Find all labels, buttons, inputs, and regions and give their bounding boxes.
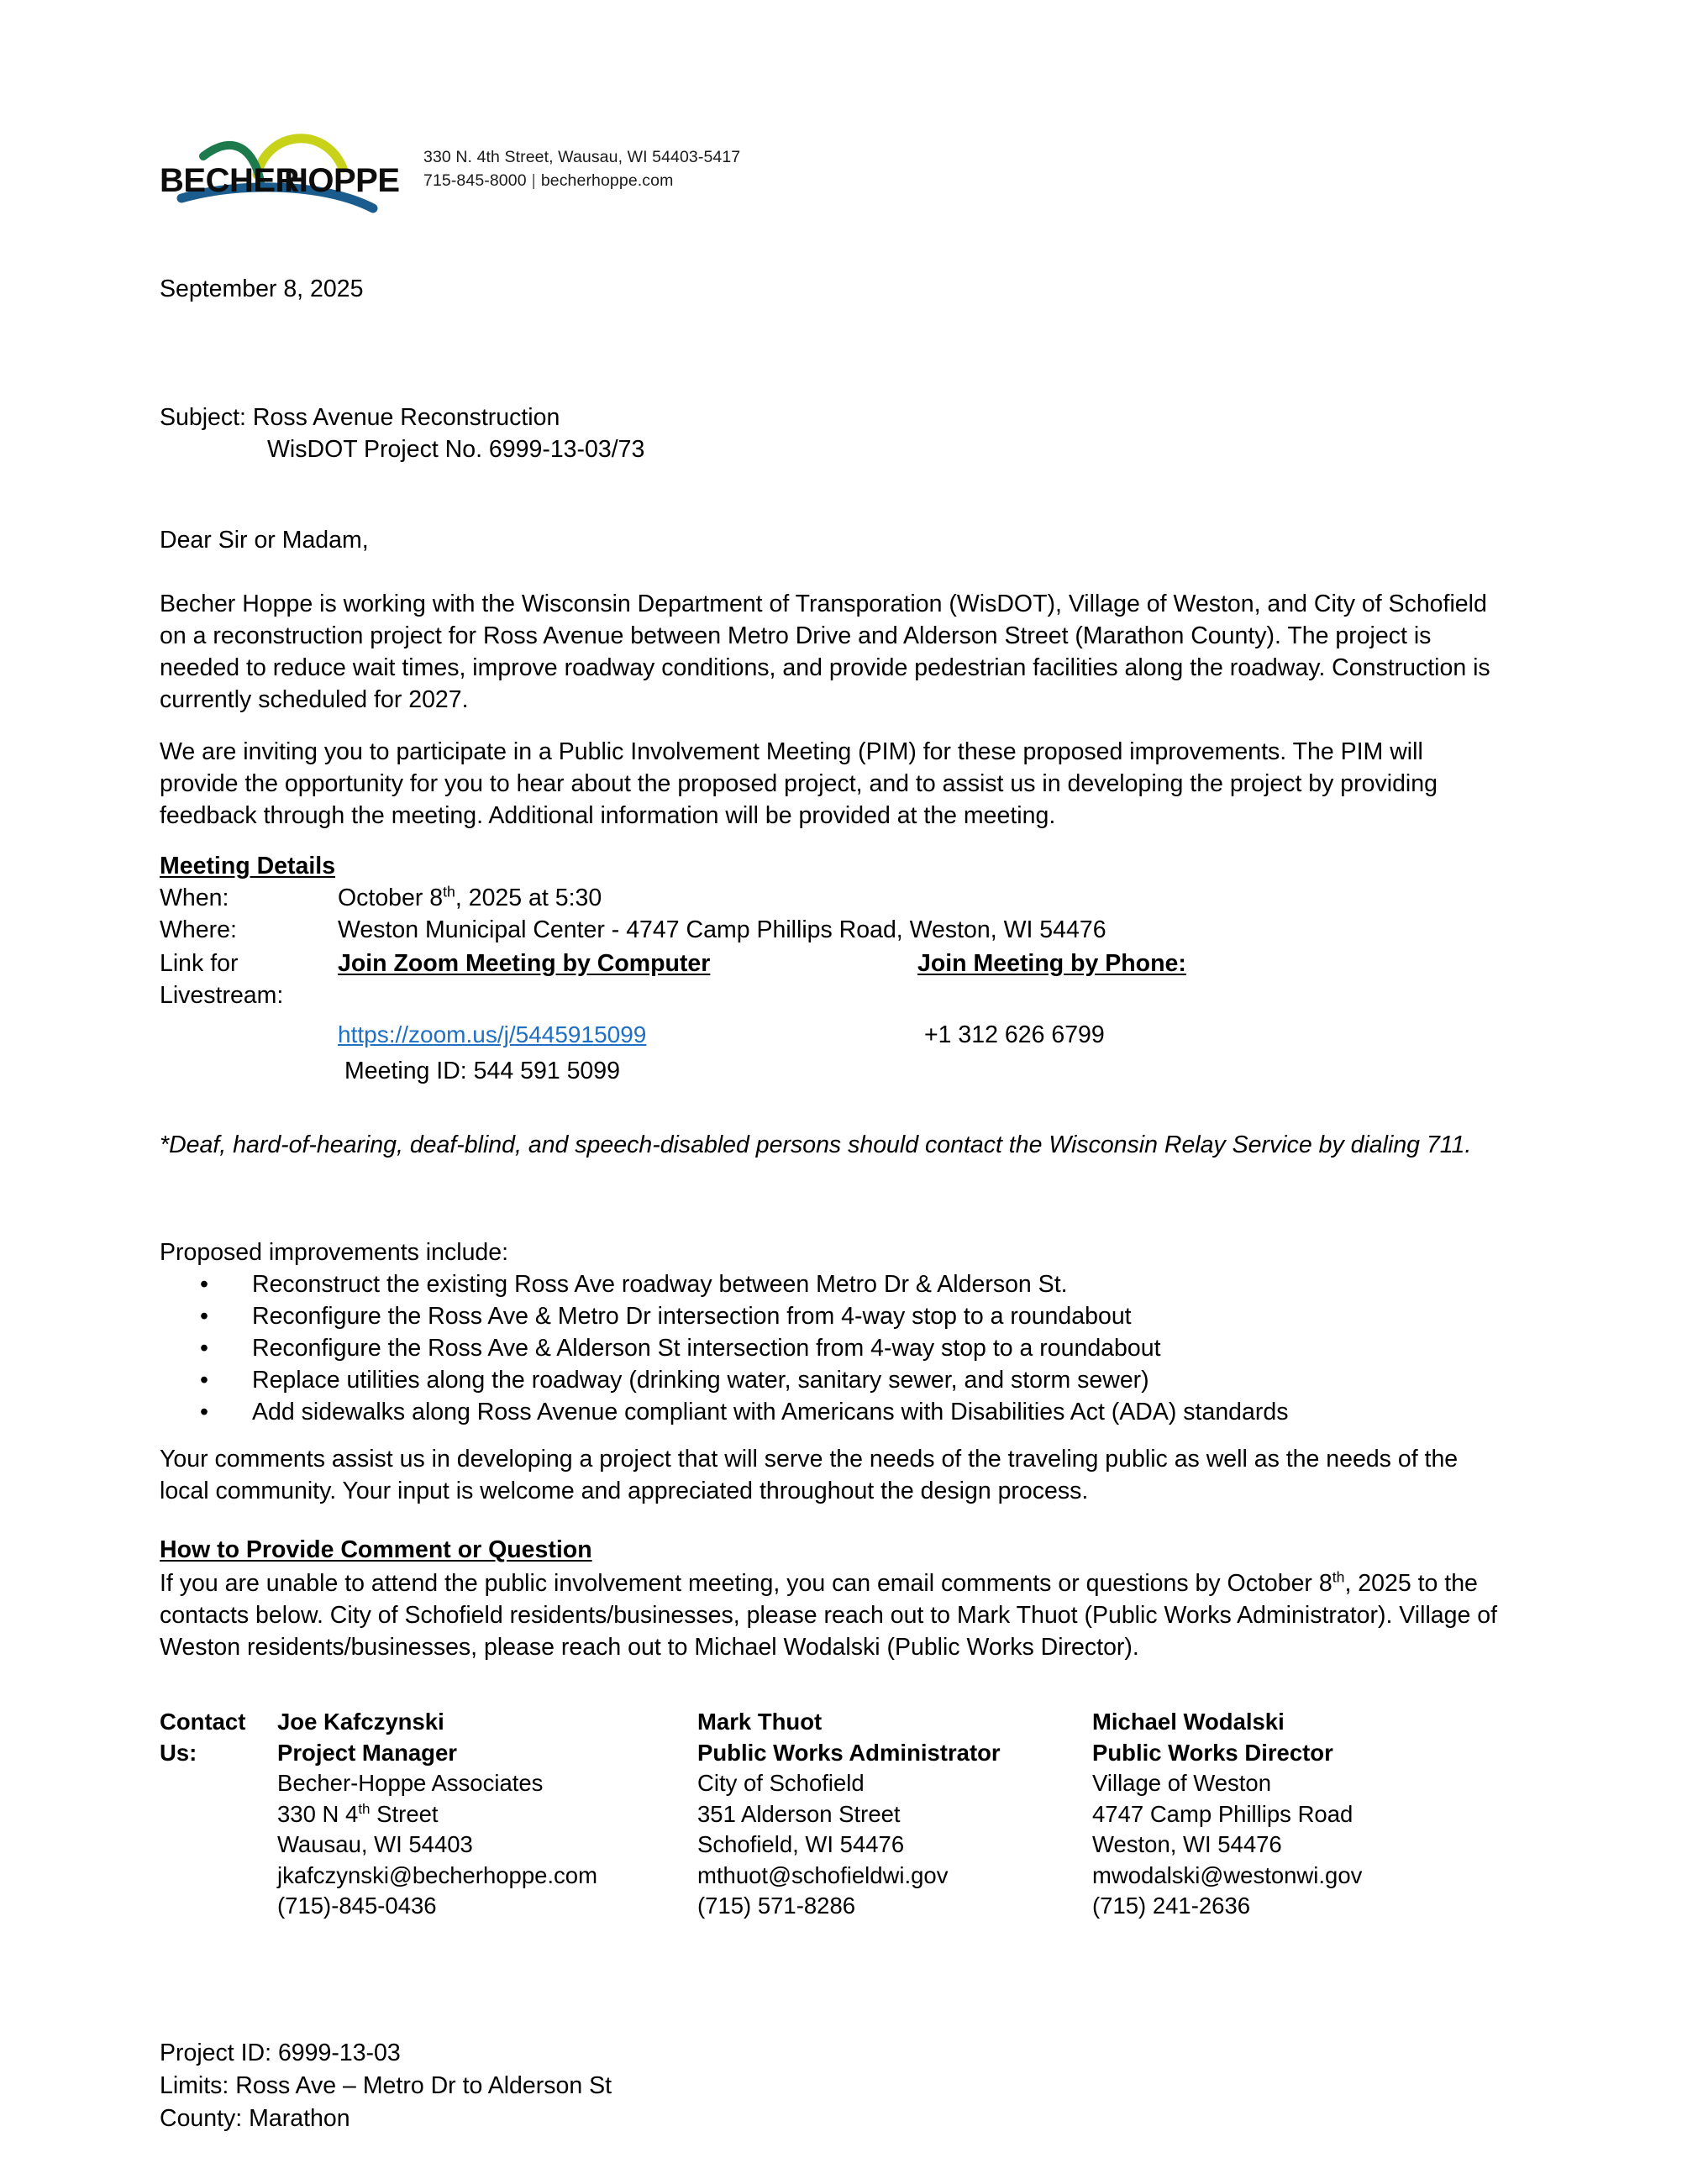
project-id-line: Project ID: 6999-13-03	[160, 2040, 401, 2066]
contact-org: Village of Weston	[1092, 1770, 1272, 1796]
contact-city: Wausau, WI 54403	[277, 1831, 473, 1857]
letterhead	[156, 124, 740, 215]
subject-block	[160, 402, 1504, 465]
paragraph-invitation: We are inviting you to participate in a Public Involvement Meeting (PIM) for these proposed improvements. The PIM will provide the opportunity for you to hear about the proposed project, and to assist us in developing the project by providing feedback through the meeting. Additional information will be provided at the meeting.	[160, 738, 1438, 829]
meeting-link-label: Link for Livestream:	[160, 950, 284, 1009]
meeting-id-value: Meeting ID: 544 591 5099	[344, 1058, 620, 1084]
subject-line-2: WisDOT Project No. 6999-13-03/73	[267, 436, 645, 463]
contact-org: Becher-Hoppe Associates	[277, 1770, 544, 1796]
bullet-icon: •	[200, 1271, 208, 1298]
contact-card-project-manager	[277, 1707, 697, 1922]
subject-line-1: Subject: Ross Avenue Reconstruction	[160, 404, 560, 431]
letterhead-contact-line	[423, 170, 740, 193]
zoom-url-cell	[338, 1019, 917, 1051]
meeting-when-ordinal: th	[443, 883, 455, 900]
paragraph-comments: Your comments assist us in developing a project that will serve the needs of the traveling public as well as the needs of the local community. Your input is welcome and appreciated throughout the design process.	[160, 1446, 1459, 1504]
list-item-label: Reconfigure the Ross Ave & Metro Dr intersection from 4-way stop to a roundabout	[252, 1303, 1132, 1330]
meeting-details-heading: Meeting Details	[160, 853, 336, 879]
contact-title: Public Works Administrator	[697, 1739, 1001, 1766]
phone-number-cell: +1 312 626 6799	[924, 1021, 1105, 1048]
contact-title: Public Works Director	[1092, 1739, 1333, 1766]
letterhead-address-line: 330 N. 4th Street, Wausau, WI 54403-5417	[423, 148, 741, 166]
contact-phone: (715) 571-8286	[697, 1893, 856, 1919]
list-item-label: Reconfigure the Ross Ave & Alderson St intersection from 4-way stop to a roundabout	[252, 1335, 1161, 1362]
contact-city: Weston, WI 54476	[1092, 1831, 1282, 1857]
meeting-where-label: Where:	[160, 916, 237, 943]
contact-street-number: 330 N 4	[277, 1800, 359, 1827]
howto-text-part2: , 2025 to the contacts below. City of Schofield residents/businesses, please reach out to Mark Thuot (Public Works Administrator). Village of Weston residents/businesses, please reach out to Michael Wodalski (Public Works Director).	[160, 1570, 1498, 1661]
join-zoom-heading: Join Zoom Meeting by Computer	[338, 950, 711, 977]
improvements-list	[160, 1268, 1521, 1428]
list-item	[160, 1396, 1521, 1428]
meeting-when-label: When:	[160, 885, 229, 911]
bullet-icon: •	[200, 1367, 208, 1394]
contact-name: Mark Thuot	[697, 1709, 823, 1735]
contact-us-label-line2: Us:	[160, 1739, 197, 1766]
paragraph-intro: Becher Hoppe is working with the Wisconsin Department of Transporation (WisDOT), Village of Weston, and City of Schofield on a reconstruction project for Ross Avenue between Metro Drive and Alderson Street (Marathon County). The project is needed to reduce wait times, improve roadway conditions, and provide pedestrian facilities along the roadway. Construction is currently scheduled for 2027.	[160, 591, 1490, 713]
zoom-heading-cell	[338, 948, 917, 979]
list-item	[160, 1364, 1521, 1396]
letterhead-phone: 715-845-8000	[423, 171, 527, 190]
howto-ordinal: th	[1332, 1568, 1345, 1586]
list-item-label: Replace utilities along the roadway (drinking water, sanitary sewer, and storm sewer)	[252, 1367, 1149, 1394]
contact-name: Michael Wodalski	[1092, 1709, 1285, 1735]
contact-phone: (715)-845-0436	[277, 1893, 437, 1919]
salutation: Dear Sir or Madam,	[160, 527, 369, 554]
letterhead-address	[423, 124, 740, 192]
howto-text-part1: If you are unable to attend the public involvement meeting, you can email comments or questions by October 8	[160, 1570, 1332, 1597]
list-item	[160, 1268, 1521, 1300]
list-item-label: Add sidewalks along Ross Avenue compliant with Americans with Disabilities Act (ADA) standards	[252, 1399, 1289, 1425]
bullet-icon: •	[200, 1335, 208, 1362]
contact-name: Joe Kafczynski	[277, 1709, 444, 1735]
contacts-block	[160, 1707, 1537, 1922]
letter-date: September 8, 2025	[160, 276, 364, 302]
contact-street: 351 Alderson Street	[697, 1800, 901, 1827]
list-item	[160, 1300, 1521, 1332]
project-county-line: County: Marathon	[160, 2105, 350, 2132]
zoom-meeting-link[interactable]: https://zoom.us/j/5445915099	[338, 1021, 647, 1047]
contact-card-public-works-administrator	[697, 1707, 1092, 1922]
improvements-intro: Proposed improvements include:	[160, 1239, 509, 1266]
contact-city: Schofield, WI 54476	[697, 1831, 905, 1857]
project-info-footer	[160, 2037, 612, 2135]
meeting-when-date: October 8	[338, 885, 444, 911]
contact-us-label-line1: Contact	[160, 1709, 246, 1735]
letterhead-website: becherhoppe.com	[540, 171, 674, 190]
meeting-when-value	[338, 882, 1521, 914]
list-item-label: Reconstruct the existing Ross Ave roadway between Metro Dr & Alderson St.	[252, 1271, 1068, 1298]
bullet-icon: •	[200, 1399, 208, 1425]
meeting-when-time: , 2025 at 5:30	[455, 885, 602, 911]
contact-street	[277, 1799, 697, 1830]
logo-wordmark-left: BECHER	[160, 162, 299, 199]
contact-email[interactable]: mthuot@schofieldwi.gov	[697, 1861, 949, 1888]
letterhead-separator: |	[531, 171, 536, 190]
contact-card-public-works-director	[1092, 1707, 1487, 1922]
contact-email[interactable]: mwodalski@westonwi.gov	[1092, 1861, 1363, 1888]
meeting-where-value: Weston Municipal Center - 4747 Camp Phillips Road, Weston, WI 54476	[338, 916, 1106, 943]
phone-heading-cell	[917, 948, 1521, 979]
contact-street-ordinal: th	[358, 1800, 371, 1817]
contact-phone: (715) 241-2636	[1092, 1893, 1251, 1919]
contact-org: City of Schofield	[697, 1770, 865, 1796]
meeting-link-row	[160, 948, 1521, 1011]
meeting-where-row	[160, 914, 1521, 946]
becher-hoppe-logo	[156, 124, 400, 215]
contact-email[interactable]: jkafczynski@becherhoppe.com	[277, 1861, 598, 1888]
project-limits-line: Limits: Ross Ave – Metro Dr to Alderson St	[160, 2072, 612, 2099]
howto-heading: How to Provide Comment or Question	[160, 1536, 592, 1563]
join-phone-heading: Join Meeting by Phone:	[917, 950, 1186, 977]
relay-service-note: *Deaf, hard-of-hearing, deaf-blind, and speech-disabled persons should contact the Wisconsin Relay Service by dialing 711.	[160, 1131, 1472, 1158]
list-item	[160, 1332, 1521, 1364]
meeting-id-row	[160, 1055, 1521, 1087]
contact-street-name: Street	[370, 1800, 439, 1827]
logo-graphic	[156, 124, 400, 215]
contact-street: 4747 Camp Phillips Road	[1092, 1800, 1353, 1827]
bullet-icon: •	[200, 1303, 208, 1330]
meeting-details-block	[160, 882, 1521, 1087]
logo-wordmark-right: HOPPE	[284, 162, 400, 199]
howto-paragraph	[160, 1567, 1504, 1663]
meeting-when-row	[160, 882, 1521, 914]
contact-us-label	[160, 1707, 277, 1922]
contact-title: Project Manager	[277, 1739, 457, 1766]
meeting-url-row	[160, 1019, 1521, 1051]
